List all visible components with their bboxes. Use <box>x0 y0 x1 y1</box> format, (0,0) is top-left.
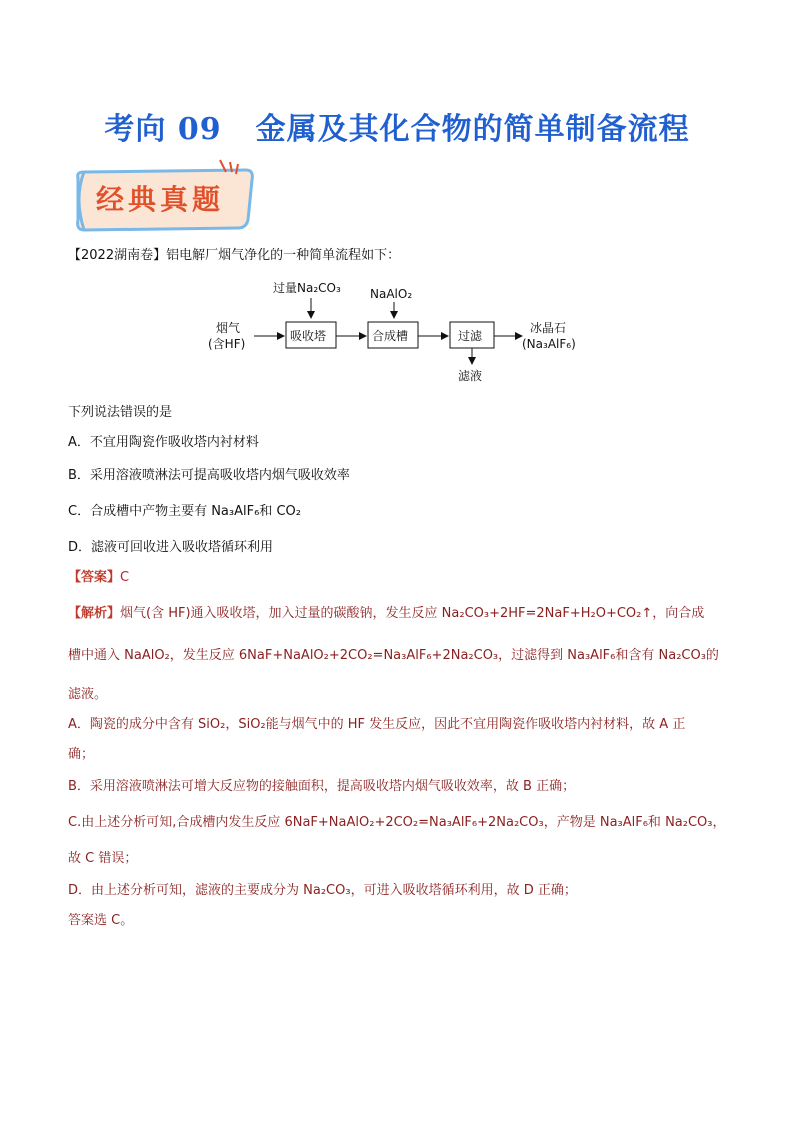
analysis-p2: 槽中通入 NaAlO₂，发生反应 6NaF+NaAlO₂+2CO₂=Na₃AlF₆+2Na₂CO₃，过滤得到 Na₃AlF₆和含有 Na₂CO₃的 <box>68 648 719 663</box>
flow-byproduct: 滤液 <box>458 369 483 383</box>
flow-start-line1: 烟气 <box>216 321 241 335</box>
title-main: 金属及其化合物的简单制备流程 <box>255 112 690 147</box>
question-stem <box>68 247 400 265</box>
flow-box-absorber: 吸收塔 <box>290 329 327 343</box>
flow-box-synthesis: 合成槽 <box>372 329 409 343</box>
analysis-d1: D．由上述分析可知，滤液的主要成分为 Na₂CO₃，可进入吸收塔循环利用，故 D 正确； <box>68 883 577 898</box>
option-c-letter: C． <box>68 504 91 519</box>
question-stem-text: 铝电解厂烟气净化的一种简单流程如下： <box>166 248 401 263</box>
option-a-letter: A． <box>68 435 90 450</box>
banner-label: 经典真题 <box>96 183 225 216</box>
option-d-text: 滤液可回收进入吸收塔循环利用 <box>91 540 274 555</box>
flow-output-line2: (Na₃AlF₆) <box>522 337 576 351</box>
option-b <box>68 467 350 485</box>
analysis-a2: 确； <box>68 747 95 762</box>
analysis-p1 <box>68 605 704 623</box>
option-d <box>68 539 273 557</box>
answer-line <box>68 569 129 587</box>
title-prefix: 考向 09 <box>104 112 222 147</box>
analysis-a1: A．陶瓷的成分中含有 SiO₂，SiO₂能与烟气中的 HF 发生反应，因此不宜用陶瓷作吸收塔内衬材料，故 A 正 <box>68 717 686 732</box>
analysis-p3: 滤液。 <box>68 687 108 702</box>
question-prompt: 下列说法错误的是 <box>68 405 173 420</box>
analysis-label: 【解析】 <box>68 606 121 621</box>
analysis-p1-text: 烟气(含 HF)通入吸收塔，加入过量的碳酸钠，发生反应 Na₂CO₃+2HF=2NaF+H₂O+CO₂↑，向合成 <box>120 606 705 621</box>
answer-value: C <box>120 570 130 585</box>
analysis-end: 答案选 C。 <box>68 913 134 928</box>
option-c <box>68 503 301 521</box>
analysis-b1: B．采用溶液喷淋法可增大反应物的接触面积，提高吸收塔内烟气吸收效率，故 B 正确； <box>68 779 576 794</box>
answer-label: 【答案】 <box>68 570 121 585</box>
option-d-letter: D． <box>68 540 92 555</box>
question-source: 【2022湖南卷】 <box>68 248 167 263</box>
option-b-letter: B． <box>68 468 90 483</box>
option-c-text: 合成槽中产物主要有 Na₃AlF₆和 CO₂ <box>90 504 301 519</box>
flow-output-line1: 冰晶石 <box>530 321 567 335</box>
flow-input-top2: NaAlO₂ <box>370 287 413 301</box>
flow-box-filter: 过滤 <box>458 329 483 343</box>
flow-input-top1: 过量Na₂CO₃ <box>273 281 341 295</box>
analysis-c2: 故 C 错误； <box>68 851 138 866</box>
option-b-text: 采用溶液喷淋法可提高吸收塔内烟气吸收效率 <box>89 468 350 483</box>
process-flow-diagram <box>200 276 600 391</box>
option-a <box>68 434 259 452</box>
page-title <box>0 104 794 148</box>
option-a-text: 不宜用陶瓷作吸收塔内衬材料 <box>89 435 259 450</box>
flow-start-line2: (含HF) <box>208 337 246 351</box>
analysis-c1: C.由上述分析可知,合成槽内发生反应 6NaF+NaAlO₂+2CO₂=Na₃AlF₆+2Na₂CO₃，产物是 Na₃AlF₆和 Na₂CO₃， <box>68 815 726 830</box>
